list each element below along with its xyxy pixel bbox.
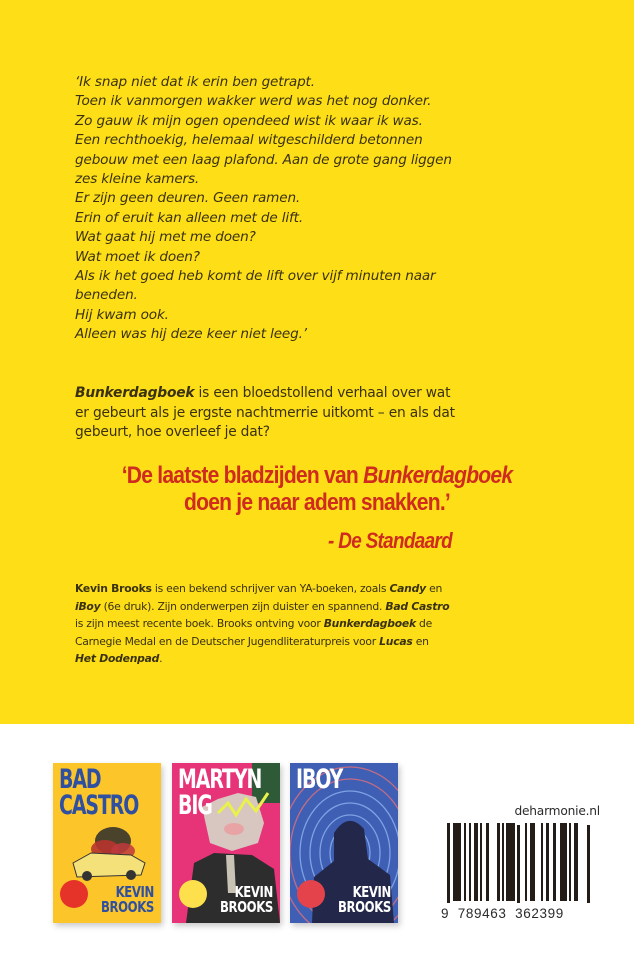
book-title-line: BIG <box>178 790 212 821</box>
bio-text: (6e druk). Zijn onderwerpen zijn duister en spannend. <box>100 599 386 613</box>
sticker-badge <box>179 880 207 908</box>
excerpt-line: Een rechthoekig, helemaal witgeschilderd betonnen <box>75 132 423 149</box>
excerpt-line: Hij kwam ook. <box>75 306 169 323</box>
review-text: ‘De laatste bladzijden van <box>121 462 364 489</box>
book-blurb <box>75 384 575 443</box>
author-line: BROOKS <box>101 898 154 916</box>
bio-text: is een bekend schrijver van YA-boeken, zoals <box>151 582 390 595</box>
book-title-line: IBOY <box>296 764 343 795</box>
bio-line <box>75 580 575 598</box>
bio-line <box>75 650 575 668</box>
review-book-title: Bunkerdagboek <box>363 462 513 489</box>
bio-book-title: Bunkerdagboek <box>323 617 416 631</box>
bio-text: en <box>412 634 429 648</box>
sticker-badge <box>297 880 325 908</box>
bio-line <box>75 615 575 633</box>
author-line: KEVIN <box>352 883 391 901</box>
excerpt-line: Wat moet ik doen? <box>75 248 200 265</box>
publisher-website: deharmonie.nl <box>514 804 600 818</box>
bio-line <box>75 633 575 651</box>
excerpt-line: Wat gaat hij met me doen? <box>75 229 256 246</box>
book-title-line: CASTRO <box>59 790 139 821</box>
blurb-text: is een bloedstollend verhaal over wat <box>194 385 451 401</box>
bio-book-title: Het Dodenpad <box>75 652 160 666</box>
bio-text: en <box>425 582 443 595</box>
book-title-line: MARTYN <box>178 764 262 795</box>
book-cover-martyn-pig <box>172 763 280 923</box>
excerpt-line: Zo gauw ik mijn ogen opendeed wist ik waar ik was. <box>75 112 423 129</box>
bio-book-title: Candy <box>389 582 426 595</box>
bio-text: . <box>159 652 163 666</box>
excerpt-line: gebouw met een laag plafond. Aan de grote gang liggen <box>75 151 452 168</box>
book-title <box>178 764 262 821</box>
book-author <box>101 885 154 915</box>
author-line: BROOKS <box>338 898 391 916</box>
author-line: KEVIN <box>115 883 154 901</box>
excerpt-line: Alleen was hij deze keer niet leeg.’ <box>75 326 307 343</box>
review-source: - De Standaard <box>328 528 452 553</box>
book-cover-iboy <box>290 763 398 923</box>
bio-book-title: iBoy <box>75 599 101 613</box>
book-title <box>296 764 343 795</box>
book-title-line: BAD <box>59 764 101 795</box>
author-name: Kevin Brooks <box>75 582 152 595</box>
isbn-number: 9 789463 362399 <box>441 906 564 921</box>
book-cover-bad-castro <box>53 763 161 923</box>
bio-book-title: Bad Castro <box>385 599 450 613</box>
excerpt-line: Toen ik vanmorgen wakker werd was het nog donker. <box>75 93 432 110</box>
book-title <box>59 764 139 821</box>
excerpt-line: Als ik het goed heb komt de lift over vijf minuten naar <box>75 268 436 285</box>
excerpt-line: zes kleine kamers. <box>75 171 200 188</box>
blurb-line <box>75 384 575 404</box>
review-line <box>44 462 589 489</box>
excerpt-line: ‘Ik snap niet dat ik erin ben getrapt. <box>75 74 315 90</box>
bio-line <box>75 598 575 616</box>
bio-text: is zijn meest recente boek. Brooks ontving voor <box>75 617 324 631</box>
blurb-book-title: Bunkerdagboek <box>75 385 195 401</box>
book-author <box>220 885 273 915</box>
author-line: BROOKS <box>220 898 273 916</box>
review-line: doen je naar adem snakken.’ <box>183 489 451 516</box>
author-line: KEVIN <box>234 883 273 901</box>
author-bio <box>75 580 575 668</box>
blurb-line: gebeurt, hoe overleef je dat? <box>75 424 270 441</box>
bio-text: de <box>415 617 433 631</box>
excerpt-line: Erin of eruit kan alleen met de lift. <box>75 209 304 226</box>
bio-text: Carnegie Medal en de Deutscher Jugendliteraturpreis voor <box>75 634 380 648</box>
excerpt-line: beneden. <box>75 287 138 304</box>
blurb-line: er gebeurt als je ergste nachtmerrie uitkomt – en als dat <box>75 404 455 421</box>
book-excerpt <box>75 73 575 345</box>
review-quote <box>44 462 589 516</box>
book-author <box>338 885 391 915</box>
sticker-badge <box>60 880 88 908</box>
bio-book-title: Lucas <box>379 634 413 648</box>
barcode-icon <box>447 823 595 903</box>
excerpt-line: Er zijn geen deuren. Geen ramen. <box>75 190 301 207</box>
